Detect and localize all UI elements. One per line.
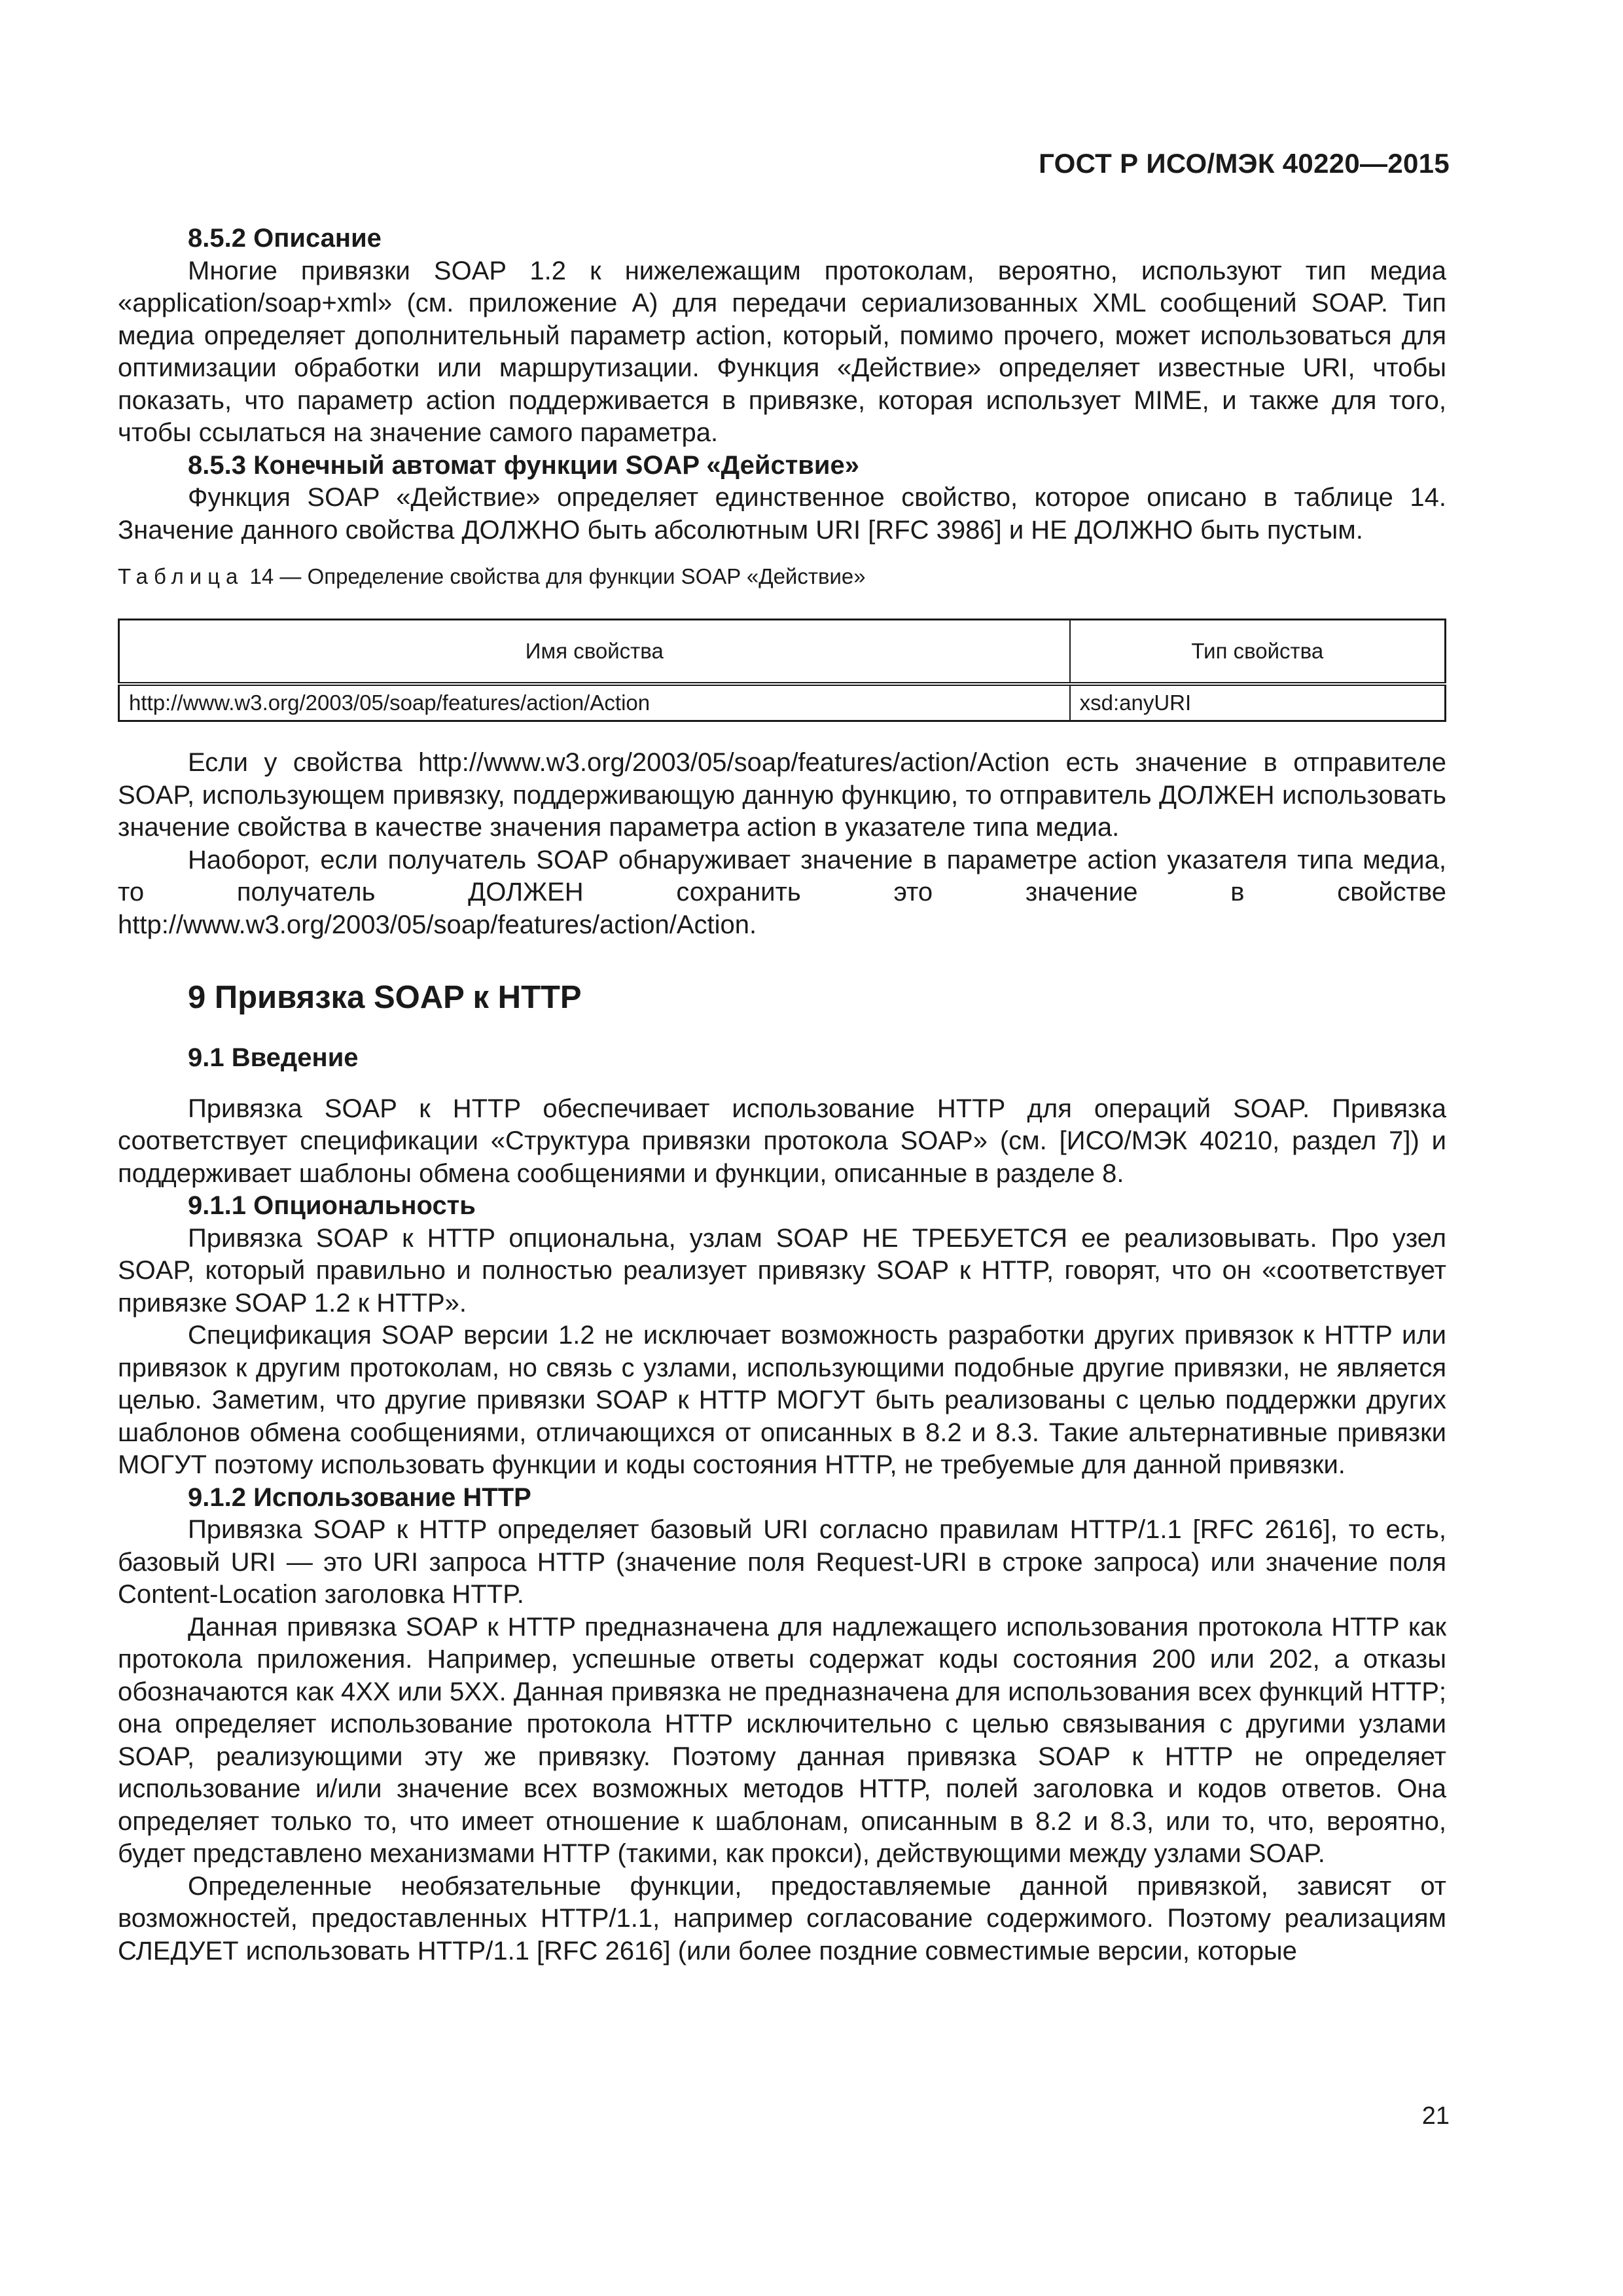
heading-9-1-1: 9.1.1 Опциональность <box>188 1191 476 1220</box>
page-content <box>118 223 1446 1967</box>
paragraph: Наоборот, если получатель SOAP обнаруживает значение в параметре action указателя типа медиа, то получатель ДОЛЖЕН сохранить это значение в свойстве http://www.w3.org/2003/05/soap/features/action/Action. <box>118 845 1446 939</box>
property-name-cell: http://www.w3.org/2003/05/soap/features/action/Action <box>119 684 1070 721</box>
heading-8-5-3: 8.5.3 Конечный автомат функции SOAP «Действие» <box>188 450 859 480</box>
paragraph: Спецификация SOAP версии 1.2 не исключает возможность разработки других привязок к HTTP или привязок к другим протоколам, но связь с узлами, использующими подобные другие привязки, не является целью. Заметим, что другие привязки SOAP к HTTP МОГУТ быть реализованы с целью поддержки других шаблонов обмена сообщениями, отличающихся от описанных в 8.2 и 8.3. Такие альтернативные привязки МОГУТ поэтому использовать функции и коды состояния HTTP, не требуемые для данной привязки. <box>118 1321 1446 1479</box>
paragraph: Данная привязка SOAP к HTTP предназначена для надлежащего использования протокола HTTP как протокола приложения. Например, успешные ответы содержат коды состояния 200 или 202, а отказы обозначаются как 4XX или 5XX. Данная привязка не предназначена для использования всех функций HTTP; она определяет использование протокола HTTP исключительно с целью связывания с другими узлами SOAP, реализующими эту же привязку. Поэтому данная привязка SOAP к HTTP не определяет использование и/или значение всех возможных методов HTTP, полей заголовка и кодов ответов. Она определяет только то, что имеет отношение к шаблонам, описанным в 8.2 и 8.3, или то, что, вероятно, будет представлено механизмами HTTP (такими, как прокси), действующими между узлами SOAP. <box>118 1612 1446 1868</box>
table-caption-text: 14 — Определение свойства для функции SOAP «Действие» <box>243 564 866 588</box>
table-caption-prefix: Таблица <box>118 564 244 588</box>
paragraph: Привязка SOAP к HTTP опциональна, узлам SOAP НЕ ТРЕБУЕТСЯ ее реализовывать. Про узел SOAP, который правильно и полностью реализует привязку SOAP к HTTP, говорят, что он «соответствует привязке SOAP 1.2 к HTTP». <box>118 1223 1446 1318</box>
paragraph: Привязка SOAP к HTTP обеспечивает использование HTTP для операций SOAP. Привязка соответствует спецификации «Структура привязки протокола SOAP» (см. [ИСО/МЭК 40210, раздел 7]) и поддерживает шаблоны обмена сообщениями и функции, описанные в разделе 8. <box>118 1094 1446 1188</box>
table-caption <box>118 564 1446 590</box>
table-header-row <box>119 620 1446 685</box>
heading-9-1: 9.1 Введение <box>188 1043 359 1072</box>
column-header-type: Тип свойства <box>1070 620 1446 685</box>
paragraph: Привязка SOAP к HTTP определяет базовый URI согласно правилам HTTP/1.1 [RFC 2616], то есть, базовый URI — это URI запроса HTTP (значение поля Request-URI в строке запроса) или значение поля Content-Location заголовка HTTP. <box>118 1515 1446 1609</box>
properties-table <box>118 619 1446 722</box>
paragraph: Если у свойства http://www.w3.org/2003/05/soap/features/action/Action есть значение в отправителе SOAP, использующем привязку, поддерживающую данную функцию, то отправитель ДОЛЖЕН использовать значение свойства в качестве значения параметра action в указателе типа медиа. <box>118 748 1446 842</box>
heading-section-9: 9 Привязка SOAP к HTTP <box>188 980 582 1015</box>
heading-8-5-2: 8.5.2 Описание <box>188 224 382 253</box>
column-header-name: Имя свойства <box>119 620 1070 685</box>
paragraph: Определенные необязательные функции, предоставляемые данной привязкой, зависят от возможностей, предоставленных HTTP/1.1, например согласование содержимого. Поэтому реализациям СЛЕДУЕТ использовать HTTP/1.1 [RFC 2616] (или более поздние совместимые версии, которые <box>118 1871 1446 1965</box>
table-row <box>119 684 1446 721</box>
page-number: 21 <box>1421 2102 1450 2130</box>
standard-header: ГОСТ Р ИСО/МЭК 40220—2015 <box>1039 148 1450 179</box>
heading-9-1-2: 9.1.2 Использование HTTP <box>188 1482 531 1512</box>
property-type-cell: xsd:anyURI <box>1079 691 1192 715</box>
paragraph: Многие привязки SOAP 1.2 к нижележащим протоколам, вероятно, используют тип медиа «application/soap+xml» (см. приложение А) для передачи сериализованных XML сообщений SOAP. Тип медиа определяет дополнительный параметр action, который, помимо прочего, может использоваться для оптимизации обработки или маршрутизации. Функция «Действие» определяет известные URI, чтобы показать, что параметр action поддерживается в привязке, которая использует MIME, и также для того, чтобы ссылаться на значение самого параметра. <box>118 256 1446 447</box>
paragraph: Функция SOAP «Действие» определяет единственное свойство, которое описано в таблице 14. Значение данного свойства ДОЛЖНО быть абсолютным URI [RFC 3986] и НЕ ДОЛЖНО быть пустым. <box>118 483 1446 545</box>
